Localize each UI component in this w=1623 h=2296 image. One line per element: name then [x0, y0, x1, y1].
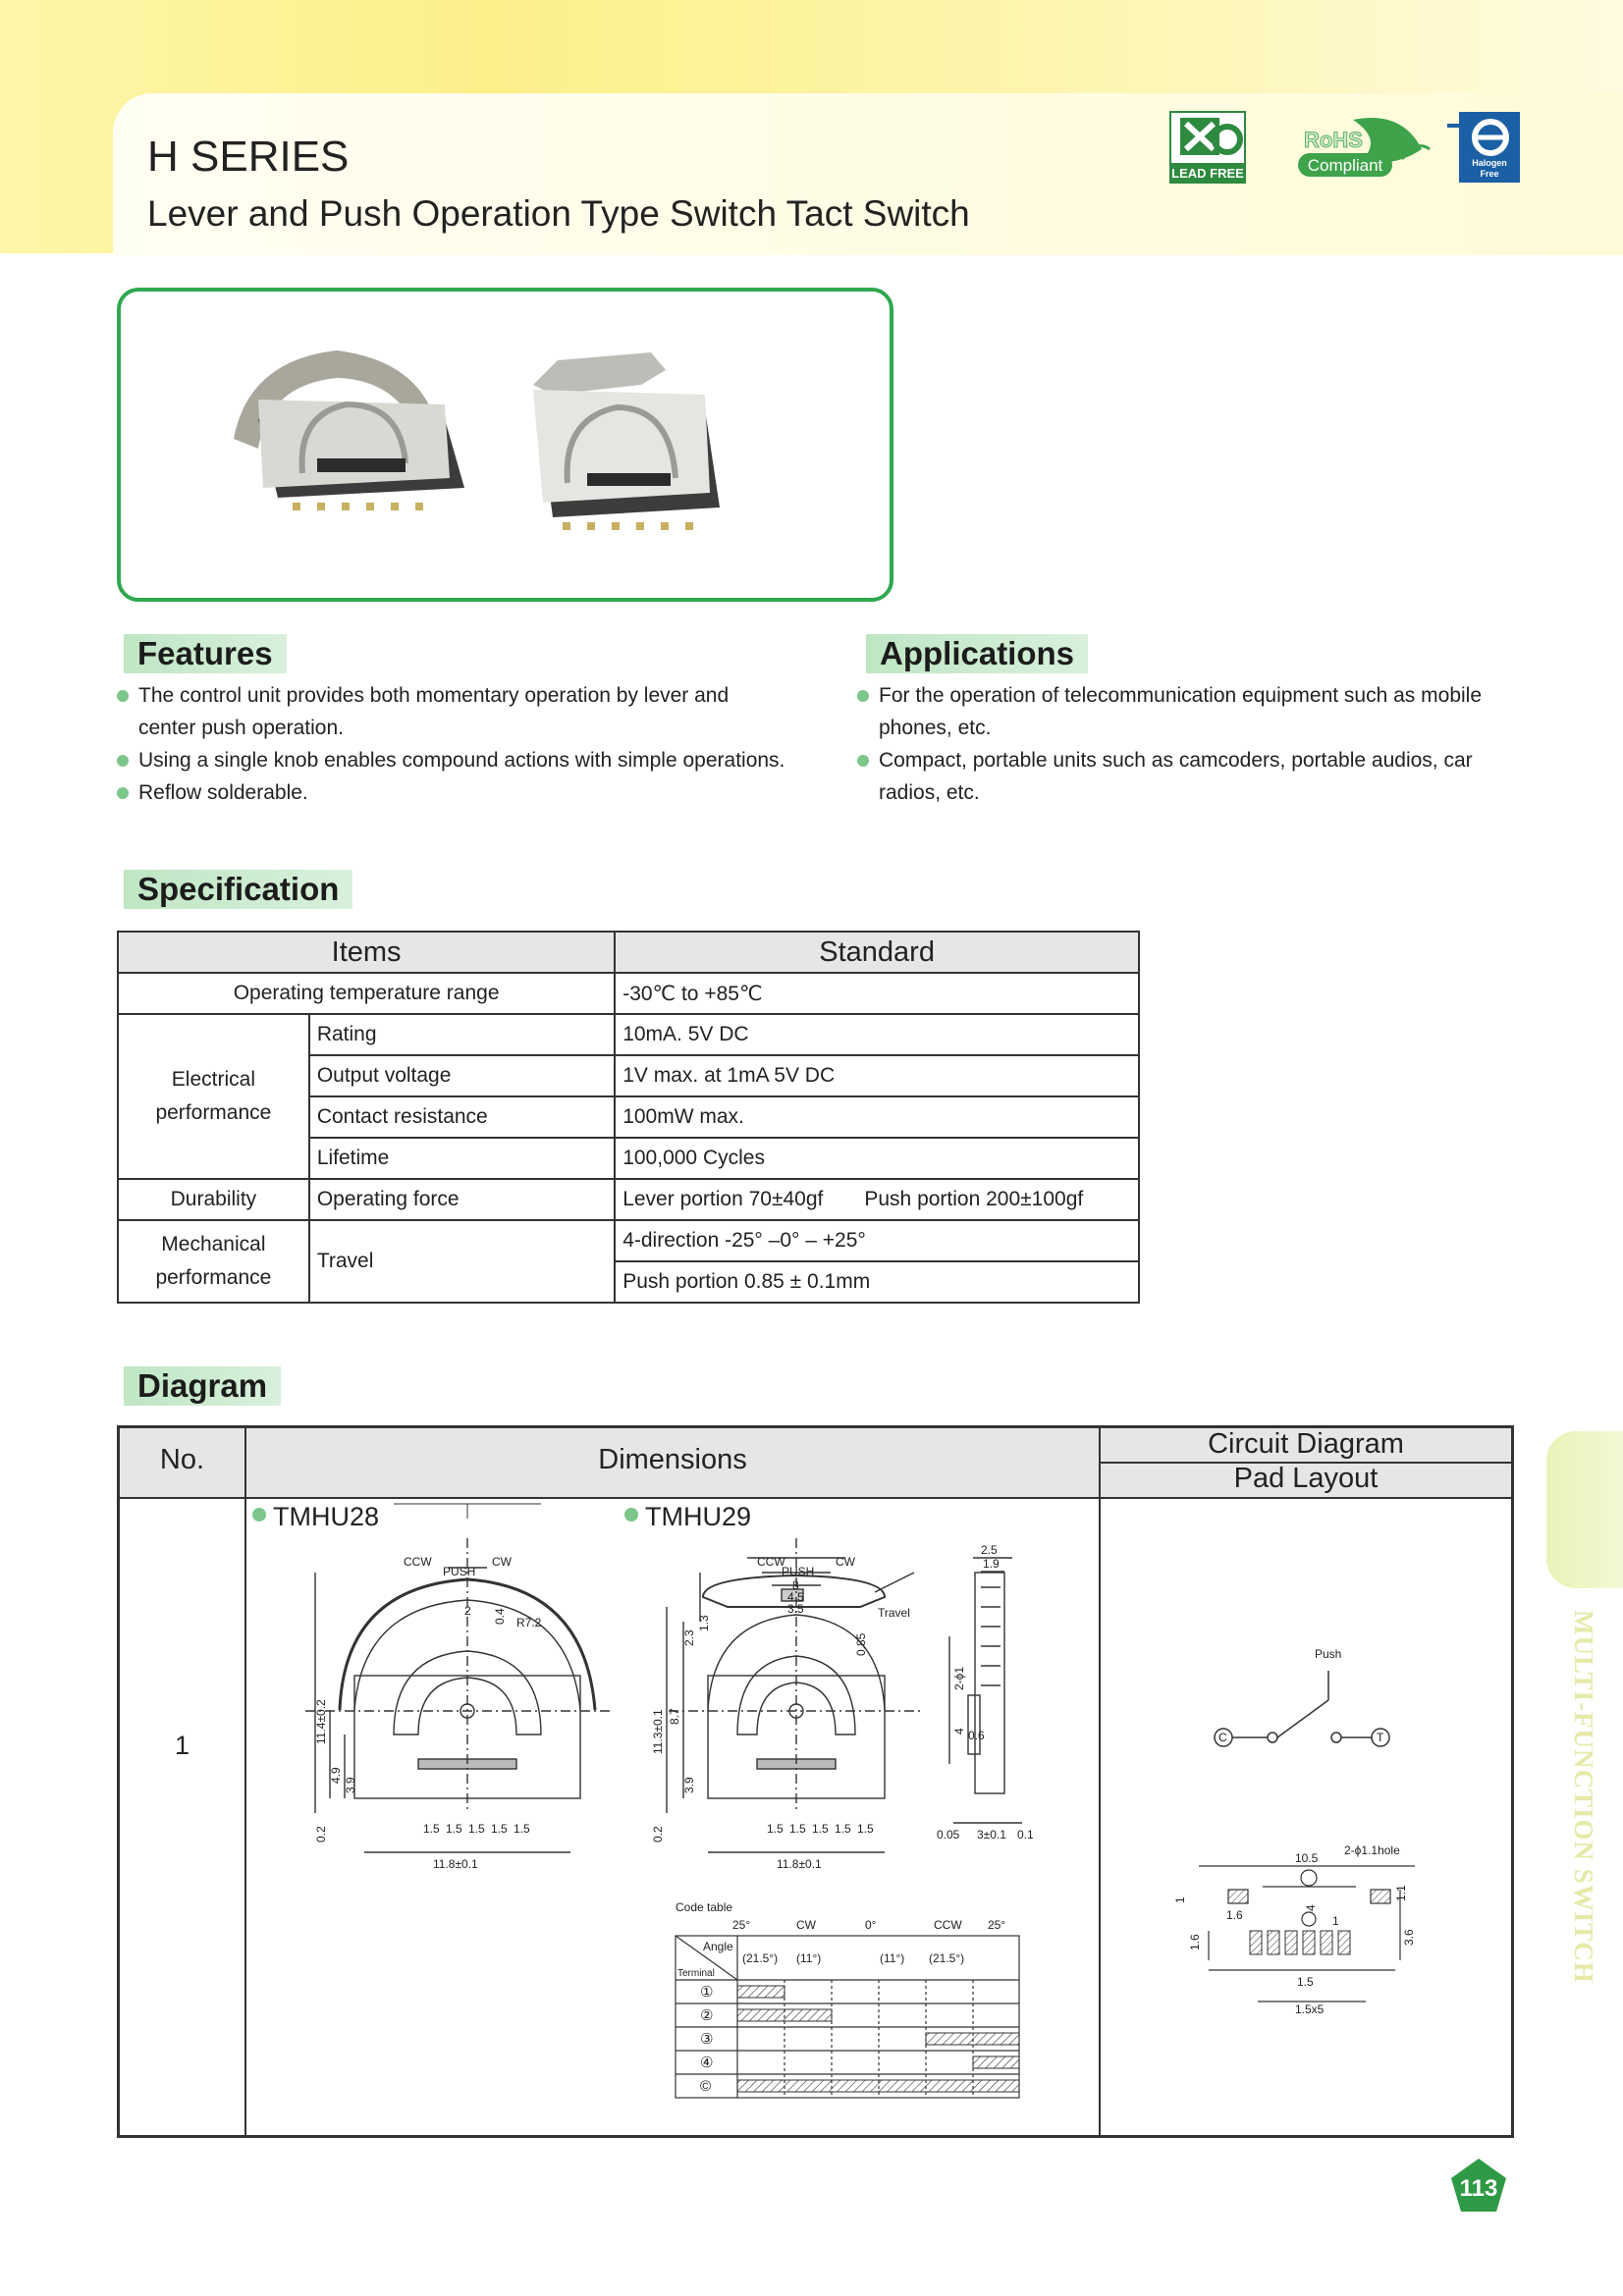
- code-bar-3: [926, 2033, 1019, 2045]
- table-row: [118, 973, 1139, 1014]
- side-category-text: MULTI-FUNCTION SWITCH: [1569, 1610, 1598, 1984]
- circuit-diagram: [1215, 1671, 1389, 1746]
- circuit-push-label: Push: [1315, 1647, 1342, 1661]
- value-cell: 1V max. at 1mA 5V DC: [615, 1055, 1139, 1096]
- svg-text:(21.5°): (21.5°): [929, 1951, 965, 1965]
- item-cell: Travel: [309, 1220, 615, 1303]
- svg-text:CW: CW: [492, 1555, 512, 1569]
- svg-text:25°: 25°: [732, 1918, 751, 1932]
- code-table-title: Code table: [676, 1900, 733, 1914]
- code-bar-1: [737, 1986, 784, 1998]
- value-cell: Lever portion 70±40gf Push portion 200±100gf: [615, 1179, 1139, 1220]
- applications-label: Applications: [866, 634, 1088, 673]
- features-list: [117, 679, 863, 809]
- col-dimensions: Dimensions: [598, 1444, 747, 1475]
- list-item: For the operation of telecommunication equipment such as mobile: [857, 679, 1525, 712]
- svg-text:2-ϕ1.1hole: 2-ϕ1.1hole: [1344, 1843, 1400, 1857]
- list-item: center push operation.: [138, 717, 344, 739]
- header-standard: Standard: [615, 932, 1139, 973]
- value-cell: -30℃ to +85℃: [615, 973, 1139, 1014]
- value-cell: Push portion 0.85 ± 0.1mm: [615, 1261, 1139, 1303]
- table-header-row: [118, 932, 1139, 973]
- series-title: H SERIES: [147, 133, 350, 181]
- svg-text:2-ϕ1: 2-ϕ1: [952, 1666, 966, 1690]
- bullet-icon: [252, 1508, 266, 1522]
- halogen-free-badge: [1445, 110, 1522, 185]
- svg-text:0.4: 0.4: [493, 1608, 507, 1625]
- product-photo-frame: [117, 288, 893, 602]
- list-item: Compact, portable units such as camcoders, portable audios, car: [857, 744, 1525, 776]
- svg-text:CW: CW: [836, 1555, 855, 1569]
- value-cell: 100mW max.: [615, 1096, 1139, 1138]
- table-row: [118, 1014, 1139, 1055]
- features-label: Features: [124, 634, 287, 673]
- svg-text:0°: 0°: [865, 1918, 877, 1932]
- rohs-compliant-text: Compliant: [1307, 156, 1383, 175]
- svg-text:25°: 25°: [988, 1918, 1006, 1932]
- svg-text:①: ①: [700, 1984, 714, 2001]
- svg-text:0.85: 0.85: [854, 1632, 868, 1656]
- svg-text:1.5: 1.5: [857, 1822, 874, 1836]
- svg-text:PUSH: PUSH: [782, 1565, 815, 1578]
- value-cell: 4-direction -25° –0° – +25°: [615, 1220, 1139, 1261]
- svg-text:4: 4: [1304, 1904, 1318, 1911]
- rohs-text: RoHS: [1304, 128, 1363, 152]
- svg-text:C: C: [1218, 1731, 1227, 1744]
- circuit-pad-drawings: [1101, 1499, 1511, 2135]
- diagram-label: Diagram: [124, 1366, 281, 1406]
- table-row: [118, 1220, 1139, 1261]
- list-item: Using a single knob enables compound actions with simple operations.: [117, 744, 863, 776]
- svg-text:Travel: Travel: [878, 1606, 910, 1620]
- svg-text:PUSH: PUSH: [443, 1565, 476, 1578]
- item-cell: Operating temperature range: [118, 973, 615, 1014]
- svg-text:1.1: 1.1: [1394, 1885, 1408, 1901]
- col-circuit: Circuit Diagram: [1208, 1428, 1404, 1460]
- svg-text:CCW: CCW: [757, 1555, 785, 1569]
- svg-text:1.5: 1.5: [767, 1822, 784, 1836]
- col-no: No.: [159, 1444, 205, 1475]
- row-number: 1: [174, 1731, 190, 1760]
- item-cell: Output voltage: [309, 1055, 615, 1096]
- header-items: Items: [118, 932, 615, 973]
- svg-text:11.4±0.2: 11.4±0.2: [314, 1699, 328, 1744]
- dimension-drawings: [246, 1499, 1099, 2135]
- svg-text:T: T: [1377, 1731, 1384, 1744]
- model-tmhu29: TMHU29: [645, 1502, 752, 1531]
- svg-text:R7.2: R7.2: [516, 1616, 542, 1629]
- list-item: The control unit provides both momentary operation by lever and: [117, 679, 863, 712]
- product-photo: [121, 292, 890, 598]
- svg-text:④: ④: [700, 2055, 714, 2071]
- bullet-icon: [624, 1508, 638, 1522]
- svg-text:③: ③: [700, 2031, 714, 2048]
- code-table-grid: [676, 1936, 1019, 2098]
- svg-text:2: 2: [464, 1604, 471, 1618]
- svg-text:1.5: 1.5: [789, 1822, 806, 1836]
- svg-text:Angle: Angle: [703, 1940, 733, 1953]
- svg-text:3.9: 3.9: [682, 1777, 696, 1793]
- svg-text:0.2: 0.2: [651, 1826, 665, 1842]
- specification-table: [117, 931, 1140, 1304]
- svg-text:1.6: 1.6: [1226, 1908, 1243, 1922]
- list-item: phones, etc.: [879, 717, 992, 739]
- svg-text:(11°): (11°): [880, 1951, 905, 1965]
- svg-text:CW: CW: [796, 1918, 816, 1932]
- svg-text:1.5: 1.5: [1297, 1975, 1314, 1989]
- svg-text:②: ②: [700, 2007, 714, 2024]
- svg-text:11.8±0.1: 11.8±0.1: [433, 1857, 478, 1871]
- group-electrical: Electrical performance: [118, 1014, 309, 1179]
- svg-text:1.9: 1.9: [983, 1557, 1000, 1571]
- svg-text:1.5: 1.5: [812, 1822, 829, 1836]
- tmhu29-photo: [533, 352, 720, 530]
- halogen-text: Halogen: [1472, 158, 1507, 168]
- tmhu28-photo: [234, 350, 464, 510]
- svg-text:©: ©: [700, 2078, 712, 2095]
- tmhu28-drawing: [305, 1504, 610, 1852]
- svg-text:1.6: 1.6: [1188, 1934, 1202, 1950]
- svg-text:3.5: 3.5: [787, 1602, 804, 1616]
- code-bar-4: [973, 2056, 1019, 2068]
- group-durability: Durability: [118, 1179, 309, 1220]
- halogen-free-text: Free: [1480, 169, 1499, 179]
- page-number: 113: [1459, 2175, 1498, 2202]
- svg-text:0.05: 0.05: [937, 1828, 960, 1842]
- svg-text:8.7: 8.7: [668, 1708, 681, 1725]
- code-bar-c: [737, 2080, 1019, 2092]
- item-cell: Operating force: [309, 1179, 615, 1220]
- svg-text:1.5x5: 1.5x5: [1295, 2002, 1325, 2016]
- svg-text:4: 4: [952, 1728, 966, 1735]
- svg-text:10.5: 10.5: [1295, 1851, 1319, 1865]
- svg-text:2.5: 2.5: [981, 1543, 998, 1557]
- svg-text:1.5: 1.5: [423, 1822, 440, 1836]
- svg-text:CCW: CCW: [934, 1918, 962, 1932]
- svg-text:1: 1: [1173, 1896, 1187, 1903]
- item-cell: Contact resistance: [309, 1096, 615, 1138]
- svg-text:2.3: 2.3: [682, 1629, 696, 1646]
- lead-free-text: LEAD FREE: [1171, 166, 1244, 181]
- svg-text:3±0.1: 3±0.1: [977, 1828, 1006, 1842]
- table-row: [118, 1179, 1139, 1220]
- svg-text:1.5: 1.5: [491, 1822, 508, 1836]
- svg-text:1.5: 1.5: [835, 1822, 851, 1836]
- svg-text:1.5: 1.5: [468, 1822, 485, 1836]
- group-mechanical: Mechanical performance: [118, 1220, 309, 1303]
- diagram-table: [117, 1425, 1514, 2138]
- svg-text:0.2: 0.2: [314, 1826, 328, 1842]
- value-cell: 10mA. 5V DC: [615, 1014, 1139, 1055]
- svg-text:0.6: 0.6: [968, 1729, 985, 1742]
- svg-text:3.9: 3.9: [344, 1777, 357, 1793]
- svg-text:1.5: 1.5: [514, 1822, 530, 1836]
- applications-list: [857, 679, 1525, 809]
- svg-text:8: 8: [792, 1578, 799, 1592]
- svg-text:0.1: 0.1: [1017, 1828, 1034, 1842]
- lead-free-badge: [1168, 110, 1247, 185]
- list-item: Reflow solderable.: [117, 776, 863, 809]
- list-item: radios, etc.: [879, 781, 980, 804]
- model-tmhu28: TMHU28: [273, 1502, 380, 1531]
- rohs-badge: [1294, 110, 1432, 185]
- svg-text:11.8±0.1: 11.8±0.1: [777, 1857, 822, 1871]
- svg-text:(11°): (11°): [796, 1951, 822, 1965]
- svg-text:3.6: 3.6: [1402, 1929, 1416, 1946]
- code-bar-2: [737, 2009, 832, 2021]
- item-cell: Rating: [309, 1014, 615, 1055]
- svg-text:1.3: 1.3: [697, 1615, 711, 1631]
- svg-text:(21.5°): (21.5°): [742, 1951, 779, 1965]
- col-pad: Pad Layout: [1233, 1463, 1379, 1494]
- value-cell: 100,000 Cycles: [615, 1138, 1139, 1179]
- item-cell: Lifetime: [309, 1138, 615, 1179]
- svg-text:1.5: 1.5: [446, 1822, 462, 1836]
- specification-label: Specification: [124, 870, 352, 909]
- svg-text:4.9: 4.9: [329, 1767, 343, 1784]
- svg-text:CCW: CCW: [404, 1555, 432, 1569]
- side-tab: [1546, 1431, 1623, 1588]
- svg-text:4.5: 4.5: [787, 1590, 804, 1604]
- svg-text:11.3±0.1: 11.3±0.1: [651, 1709, 665, 1754]
- page-number-badge: [1449, 2157, 1508, 2214]
- svg-text:1: 1: [1332, 1914, 1339, 1928]
- svg-text:Terminal: Terminal: [677, 1968, 715, 1979]
- series-subtitle: Lever and Push Operation Type Switch Tact Switch: [147, 193, 970, 234]
